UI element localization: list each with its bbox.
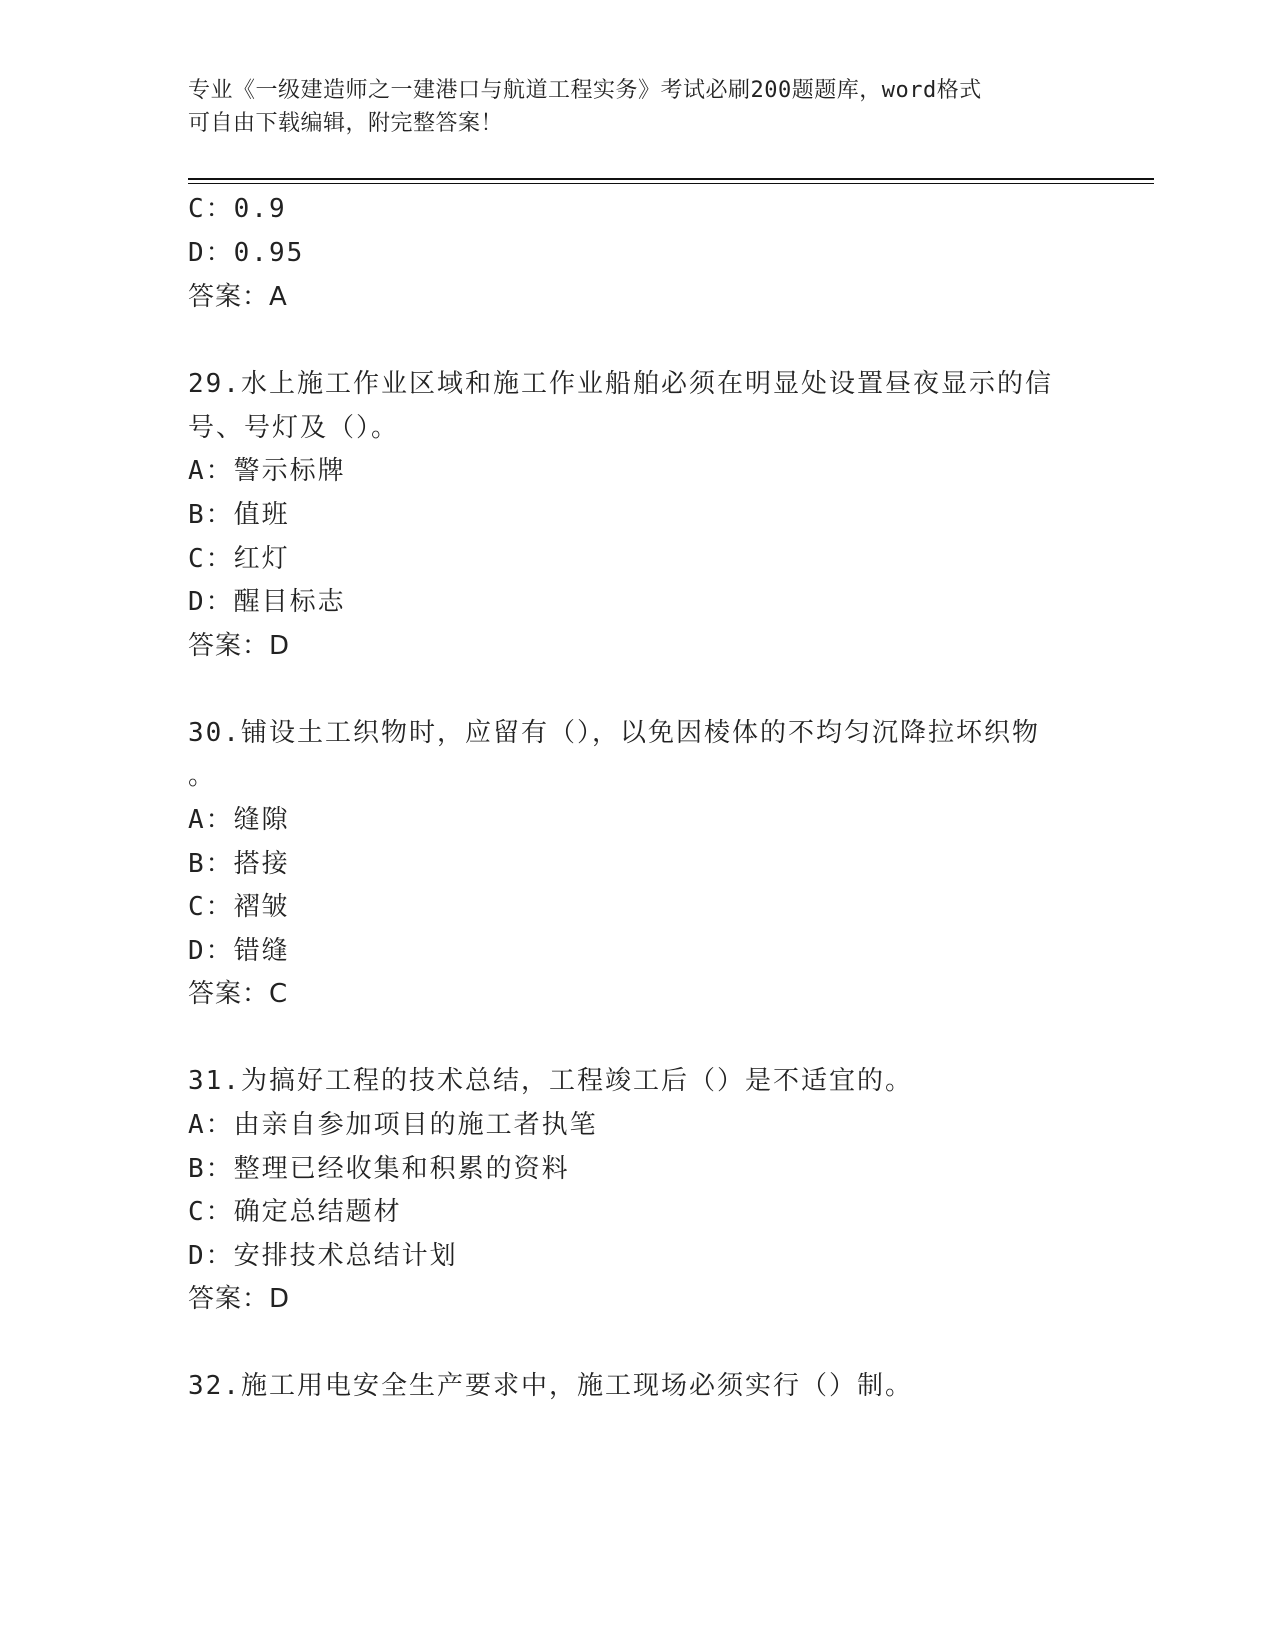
question-stem: 32.施工用电安全生产要求中，施工现场必须实行（）制。 <box>188 1371 913 1401</box>
option-b: B：整理已经收集和积累的资料 <box>188 1154 570 1184</box>
header-line-1: 专业《一级建造师之一建港口与航道工程实务》考试必刷200题题库，word格式 <box>188 78 982 103</box>
question-stem-continued: 号、号灯及（）。 <box>188 413 400 443</box>
option-a: A：警示标牌 <box>188 456 346 486</box>
answer-line: 答案：D <box>188 631 291 661</box>
answer-line: 答案：A <box>188 282 288 312</box>
option-c: C：确定总结题材 <box>188 1197 402 1227</box>
option-d: D：醒目标志 <box>188 587 346 617</box>
option-a: A：由亲自参加项目的施工者执笔 <box>188 1110 598 1140</box>
option-c: C：红灯 <box>188 544 290 574</box>
header-line-2: 可自由下载编辑，附完整答案！ <box>188 111 504 136</box>
option-d: D：0.95 <box>188 238 305 268</box>
option-d: D：安排技术总结计划 <box>188 1241 458 1271</box>
question-stem-continued: 。 <box>188 761 217 791</box>
option-c: C：0.9 <box>188 194 287 224</box>
question-stem: 30.铺设土工织物时，应留有（），以免因棱体的不均匀沉降拉坏织物 <box>188 718 1040 748</box>
option-b: B：值班 <box>188 500 290 530</box>
document-header <box>188 74 1088 140</box>
question-stem: 29.水上施工作业区域和施工作业船舶必须在明显处设置昼夜显示的信 <box>188 369 1053 399</box>
option-b: B：搭接 <box>188 849 290 879</box>
answer-line: 答案：D <box>188 1284 291 1314</box>
option-a: A：缝隙 <box>188 805 290 835</box>
question-stem: 31.为搞好工程的技术总结，工程竣工后（）是不适宜的。 <box>188 1066 913 1096</box>
header-divider <box>188 178 1154 180</box>
option-d: D：错缝 <box>188 936 290 966</box>
answer-line: 答案：C <box>188 979 289 1009</box>
option-c: C：褶皱 <box>188 892 290 922</box>
header-divider-secondary <box>188 183 1154 184</box>
